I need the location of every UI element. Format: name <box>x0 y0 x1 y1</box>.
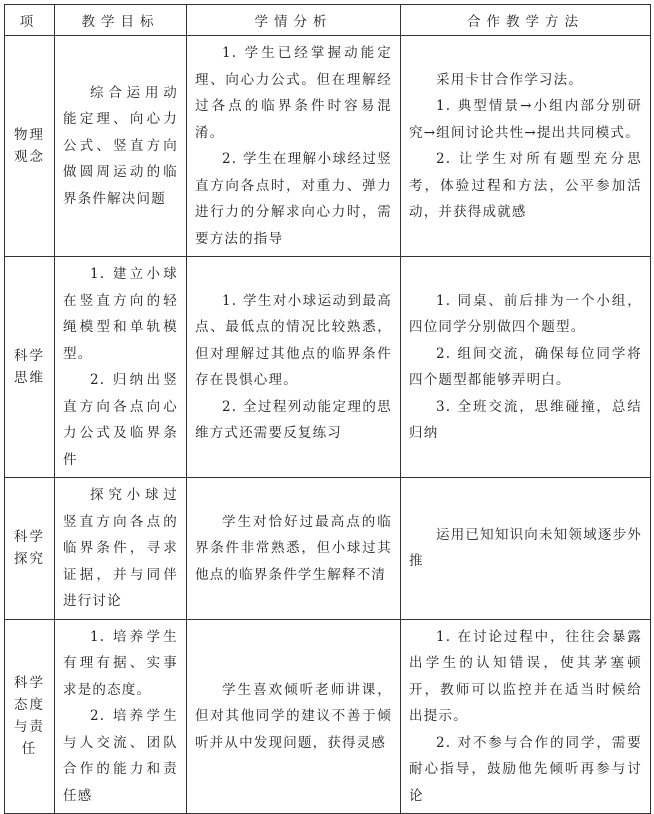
method-text: 2. 组间交流，确保每位同学将四个题型都能够弄明白。 <box>409 345 642 388</box>
table-row <box>5 619 651 814</box>
analysis-text: 1. 学生已经掌握动能定理、向心力公式。但在理解经过各点的临界条件时容易混淆。 <box>195 45 392 141</box>
goal-text: 综合运用动能定理、向心力公式、竖直方向做圆周运动的临界条件解决问题 <box>63 84 178 207</box>
analysis-text: 2. 全过程列动能定理的思维方式还需要反复练习 <box>195 398 392 441</box>
goal-text: 1. 建立小球在竖直方向的轻绳模型和单轨模型。 <box>63 266 178 362</box>
header-row <box>5 5 651 36</box>
table-row <box>5 36 651 257</box>
goal-cell <box>55 478 187 620</box>
row-item: 科学思维 <box>5 257 55 478</box>
method-text: 1. 在讨论过程中，往往会暴露出学生的认知错误，使其茅塞顿开，教师可以监控并在适当时候给出提示。 <box>409 628 642 724</box>
analysis-cell <box>187 478 401 620</box>
method-cell <box>401 257 651 478</box>
method-text: 3. 全班交流，思维碰撞，总结归纳 <box>409 398 642 441</box>
header-goal: 教学目标 <box>55 5 187 36</box>
method-text: 1. 同桌、前后排为一个小组，四位同学分别做四个题型。 <box>409 292 642 335</box>
row-item: 物理观念 <box>5 36 55 257</box>
row-item: 科学态度与责任 <box>5 619 55 814</box>
header-method: 合作教学方法 <box>401 5 651 36</box>
analysis-cell <box>187 257 401 478</box>
header-analysis: 学情分析 <box>187 5 401 36</box>
goal-text: 2. 培养学生与人交流、团队合作的能力和责任感 <box>63 708 178 804</box>
analysis-text: 2. 学生在理解小球经过竖直方向各点时，对重力、弹力进行力的分解求向心力时，需要方法的指导 <box>195 151 392 247</box>
goal-cell <box>55 257 187 478</box>
analysis-cell <box>187 36 401 257</box>
method-text: 运用已知知识向未知领域逐步外推 <box>409 526 642 570</box>
analysis-text: 学生对恰好过最高点的临界条件非常熟悉，但小球过其他点的临界条件学生解释不清 <box>195 513 392 583</box>
row-item: 科学探究 <box>5 478 55 620</box>
method-text: 1. 典型情景→小组内部分别研究→组间讨论共性→提出共同模式。 <box>409 98 642 141</box>
table-row <box>5 478 651 620</box>
goal-cell <box>55 36 187 257</box>
header-item: 项 <box>5 5 55 36</box>
method-text: 采用卡甘合作学习法。 <box>436 71 583 88</box>
method-text: 2. 对不参与合作的同学，需要耐心指导，鼓励他先倾听再参与讨论 <box>409 734 642 804</box>
goal-text: 1. 培养学生有理有据、实事求是的态度。 <box>63 628 178 698</box>
method-cell <box>401 478 651 620</box>
method-text: 2. 让学生对所有题型充分思考，体验过程和方法，公平参加活动，并获得成就感 <box>409 151 642 220</box>
method-cell <box>401 36 651 257</box>
analysis-text: 学生喜欢倾听老师讲课，但对其他同学的建议不善于倾听并从中发现问题，获得灵感 <box>195 681 392 751</box>
goal-cell <box>55 619 187 814</box>
goal-text: 探究小球过竖直方向各点的临界条件，寻求证据，并与同伴进行讨论 <box>63 487 178 609</box>
analysis-cell <box>187 619 401 814</box>
analysis-text: 1. 学生对小球运动到最高点、最低点的情况比较熟悉，但对理解过其他点的临界条件存在畏惧心理。 <box>195 292 392 388</box>
goal-text: 2. 归纳出竖直方向各点向心力公式及临界条件 <box>63 372 178 468</box>
method-cell <box>401 619 651 814</box>
table-row <box>5 257 651 478</box>
teaching-plan-table <box>4 4 651 814</box>
